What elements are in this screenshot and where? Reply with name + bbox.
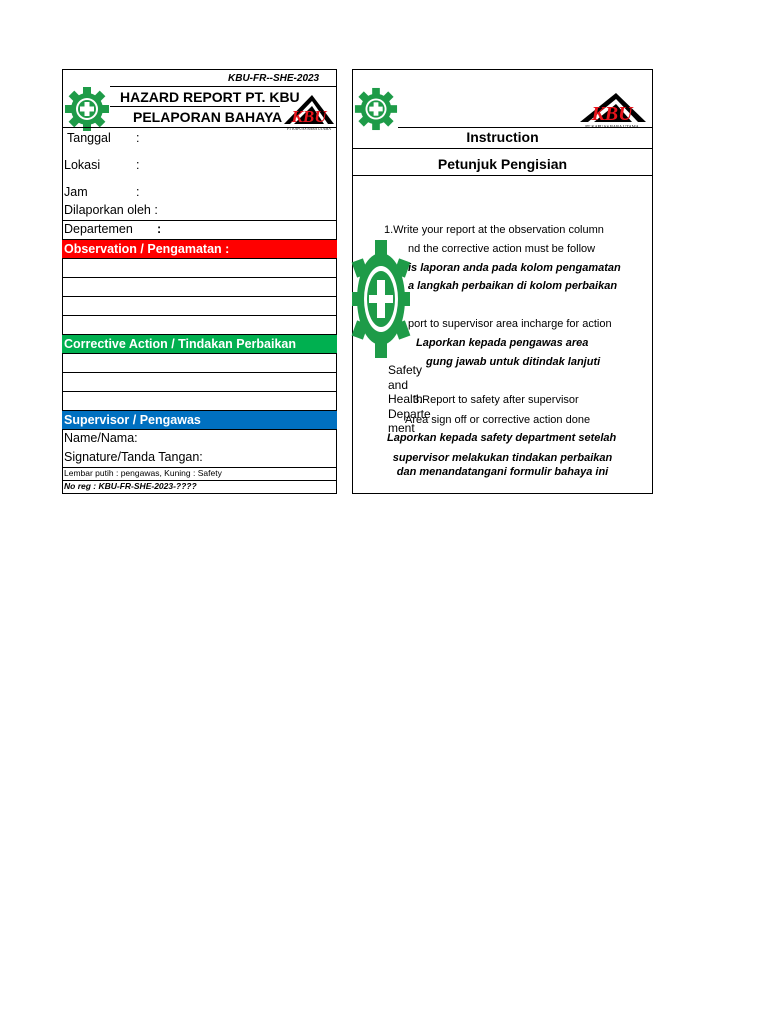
form-subtitle: PELAPORAN BAHAYA [133, 109, 283, 125]
step-3-id-a: Laporkan kepada safety department setelah [387, 432, 617, 444]
step-2-en: port to supervisor area incharge for action [408, 318, 612, 330]
step-3-en-b: Area sign off or corrective action done [405, 414, 591, 426]
safety-department-label: Safety and Health Departe ment [388, 363, 431, 435]
tanggal-colon: : [136, 131, 140, 145]
step-1-id-b: a langkah perbaikan di kolom perbaikan [408, 280, 618, 292]
step-1-en-a: 1.Write your report at the observation column [384, 224, 604, 236]
svg-text:PT KAPUAS BARA UTAMA: PT KAPUAS BARA UTAMA [585, 124, 639, 129]
lokasi-colon: : [136, 158, 140, 172]
instruction-subtitle: Petunjuk Pengisian [437, 156, 568, 172]
tanggal-label: Tanggal [67, 131, 111, 145]
safety-gear-icon [64, 86, 110, 132]
jam-label: Jam [64, 185, 88, 199]
observation-header: Observation / Pengamatan : [62, 240, 337, 258]
safety-gear-icon [354, 87, 398, 131]
step-3-en-a: 3.Report to safety after supervisor [413, 394, 579, 406]
step-1-en-b: nd the corrective action must be follow [408, 243, 596, 255]
supervisor-header: Supervisor / Pengawas [62, 411, 337, 429]
step-1-id-a: is laporan anda pada kolom pengamatan [408, 262, 621, 274]
step-3-id-b: supervisor melakukan tindakan perbaikan [392, 452, 613, 464]
kbu-logo [576, 90, 648, 130]
lokasi-label: Lokasi [64, 158, 101, 172]
reg-number: No reg : KBU-FR-SHE-2023-???? [64, 481, 197, 491]
departemen-label: Departemen [64, 222, 133, 236]
dilaporkan-label: Dilaporkan oleh : [64, 203, 158, 217]
instruction-title: Instruction [466, 129, 539, 145]
departemen-colon: : [157, 222, 162, 236]
signature-label: Signature/Tanda Tangan: [64, 450, 203, 464]
svg-text:PT KAPUAS BARA UTAMA: PT KAPUAS BARA UTAMA [287, 127, 331, 131]
large-gear-icon [350, 238, 412, 360]
name-label: Name/Nama: [64, 431, 138, 445]
svg-text:KBU: KBU [291, 107, 327, 126]
step-2-id-a: Laporkan kepada pengawas area [416, 337, 589, 349]
form-code: KBU-FR--SHE-2023 [228, 73, 320, 84]
step-3-id-c: dan menandatangani formulir bahaya ini [396, 466, 609, 478]
corrective-action-header: Corrective Action / Tindakan Perbaikan [62, 335, 337, 353]
kbu-logo [282, 92, 336, 132]
copy-note: Lembar putih : pengawas, Kuning : Safety [64, 468, 222, 478]
jam-colon: : [136, 185, 140, 199]
svg-text:KBU: KBU [591, 103, 633, 125]
form-title: HAZARD REPORT PT. KBU [120, 89, 300, 105]
step-2-id-b: gung jawab untuk ditindak lanjuti [426, 356, 601, 368]
